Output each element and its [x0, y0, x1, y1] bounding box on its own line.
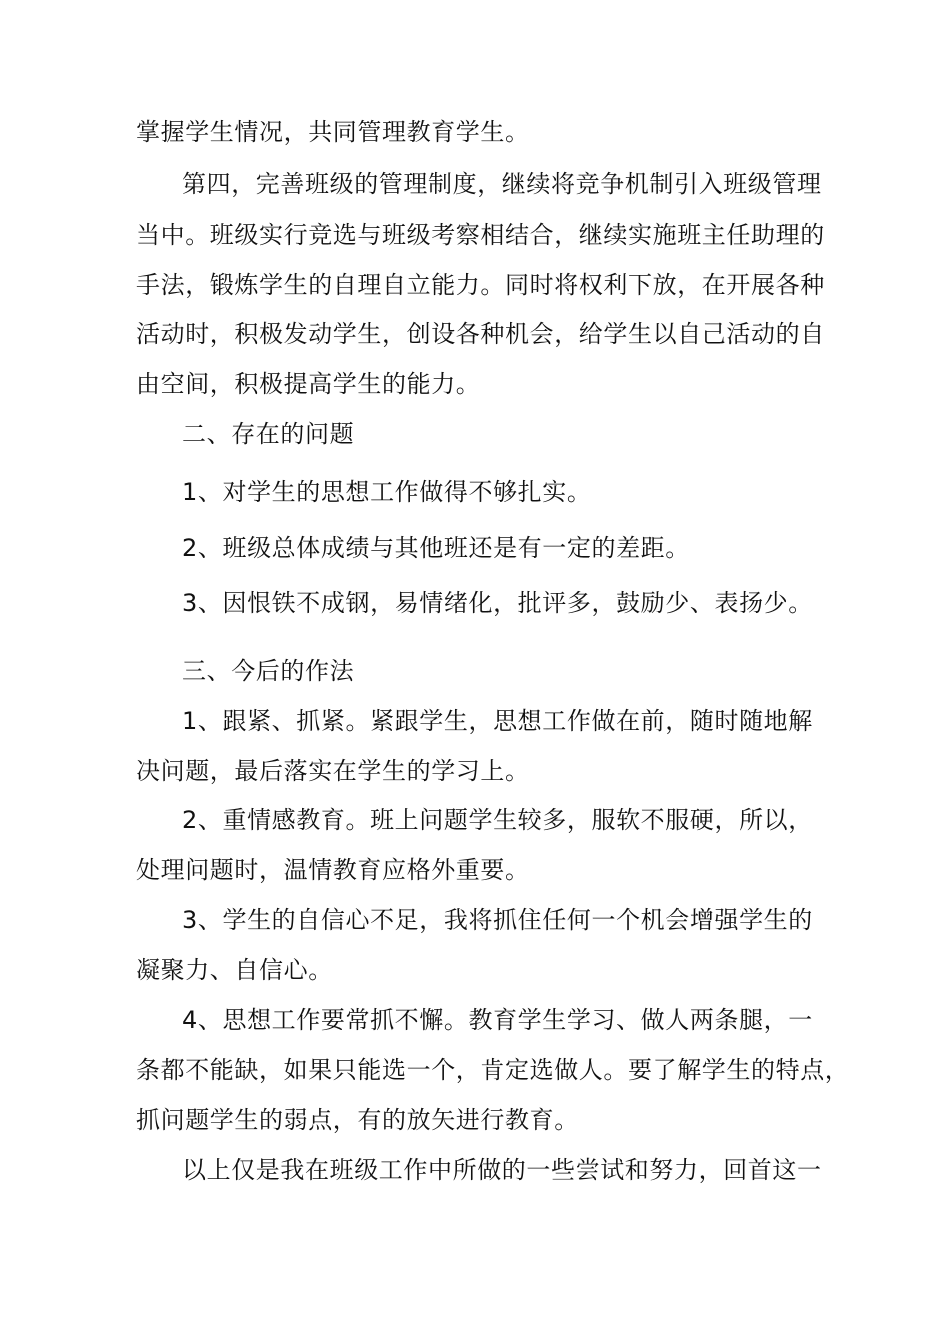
text-line: 掌握学生情况，共同管理教育学生。 — [136, 118, 530, 146]
text-line: 1、跟紧、抓紧。紧跟学生，思想工作做在前，随时随地解 — [182, 707, 813, 735]
text-line: 手法，锻炼学生的自理自立能力。同时将权利下放，在开展各种 — [136, 271, 825, 299]
section-heading: 二、存在的问题 — [182, 420, 355, 448]
text-line: 1、对学生的思想工作做得不够扎实。 — [182, 478, 592, 506]
text-line: 由空间，积极提高学生的能力。 — [136, 370, 481, 398]
text-line: 4、思想工作要常抓不懈。教育学生学习、做人两条腿，一 — [182, 1006, 813, 1034]
text-line: 当中。班级实行竞选与班级考察相结合，继续实施班主任助理的 — [136, 221, 825, 249]
text-line: 处理问题时，温情教育应格外重要。 — [136, 856, 530, 884]
text-line: 活动时，积极发动学生，创设各种机会，给学生以自己活动的自 — [136, 320, 825, 348]
text-line: 以上仅是我在班级工作中所做的一些尝试和努力，回首这一 — [182, 1156, 822, 1184]
text-line: 抓问题学生的弱点，有的放矢进行教育。 — [136, 1106, 579, 1134]
text-line: 3、学生的自信心不足，我将抓住任何一个机会增强学生的 — [182, 906, 813, 934]
text-line: 3、因恨铁不成钢，易情绪化，批评多，鼓励少、表扬少。 — [182, 589, 813, 617]
text-line: 2、重情感教育。班上问题学生较多，服软不服硬，所以， — [182, 806, 813, 834]
text-line: 条都不能缺，如果只能选一个，肯定选做人。要了解学生的特点， — [136, 1056, 850, 1084]
text-line: 决问题，最后落实在学生的学习上。 — [136, 757, 530, 785]
text-line: 2、班级总体成绩与其他班还是有一定的差距。 — [182, 534, 690, 562]
text-line: 凝聚力、自信心。 — [136, 956, 333, 984]
text-line: 第四，完善班级的管理制度，继续将竞争机制引入班级管理 — [182, 170, 822, 198]
section-heading: 三、今后的作法 — [182, 657, 355, 685]
